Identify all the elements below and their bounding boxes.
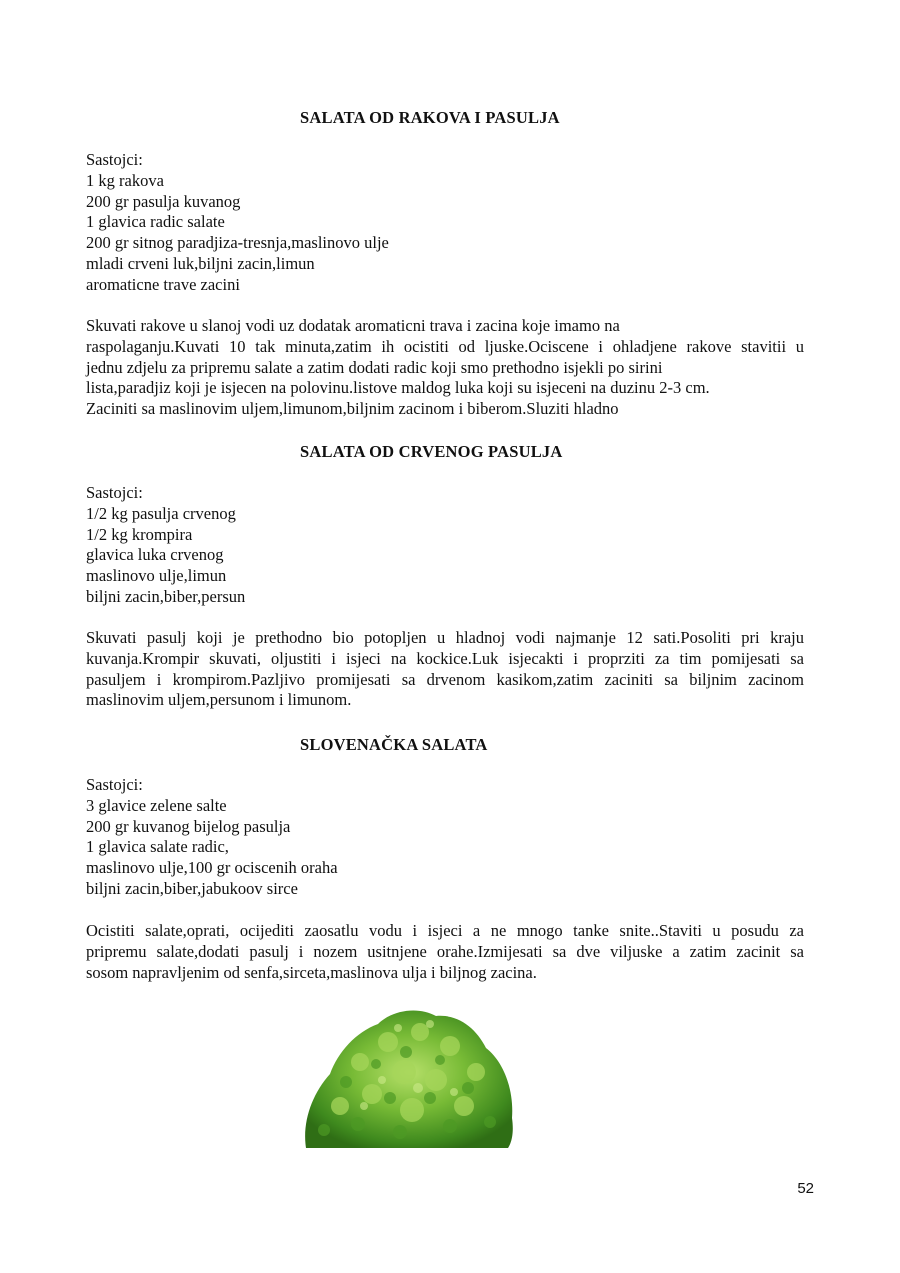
ingredient-item: glavica luka crvenog (86, 545, 224, 565)
ingredient-item: 1/2 kg krompira (86, 524, 193, 544)
page-number: 52 (797, 1180, 814, 1197)
lettuce-image (300, 1002, 518, 1152)
instruction-line: jednu zdjelu za pripremu salate a zatim dodati radic koji smo prethodno isjekli po sirini (86, 357, 663, 377)
instruction-line: Ocistiti salate,oprati, ocijediti zaosatlu vodu i isjeci a ne mnogo tanke snite..Staviti u posudu za (86, 921, 804, 940)
instructions-paragraph (86, 921, 804, 983)
instruction-line: pasuljem i krompirom.Pazljivo promijesati sa drvenom kasikom,zatim zaciniti sa biljnim zacinom (86, 669, 804, 689)
ingredient-item: 1 glavica salate radic, (86, 837, 229, 857)
instruction-line: pripremu salate,dodati pasulj i nozem usitnjene orahe.Izmijesati sa dve viljuske a zatim zacinit sa (86, 941, 804, 961)
ingredient-item: aromaticne trave zacini (86, 274, 240, 294)
instruction-line: kuvanja.Krompir skuvati, oljustiti i isjeci na kockice.Luk isjecakti i proprziti za tim pomijesati sa (86, 648, 804, 668)
ingredients-list (86, 150, 389, 296)
instruction-line: Skuvati rakove u slanoj vodi uz dodatak aromaticni trava i zacina koje imamo na (86, 316, 620, 335)
recipe-title: SALATA OD RAKOVA I PASULJA (300, 108, 560, 127)
ingredient-item: 200 gr pasulja kuvanog (86, 191, 241, 211)
instruction-line: raspolaganju.Kuvati 10 tak minuta,zatim ih ocistiti od ljuske.Ociscene i ohladjene rakove stavitii u (86, 336, 804, 356)
ingredient-item: maslinovo ulje,limun (86, 566, 227, 586)
instructions-paragraph (86, 628, 804, 711)
ingredients-label: Sastojci: (86, 483, 143, 502)
ingredient-item: biljni zacin,biber,jabukoov sirce (86, 878, 298, 898)
ingredients-list (86, 483, 245, 608)
ingredient-item: 1 glavica radic salate (86, 212, 225, 232)
ingredient-item: 200 gr kuvanog bijelog pasulja (86, 816, 291, 836)
ingredients-list (86, 775, 338, 900)
ingredient-item: 3 glavice zelene salte (86, 795, 227, 815)
ingredients-label: Sastojci: (86, 150, 143, 169)
ingredient-item: 1/2 kg pasulja crvenog (86, 503, 236, 523)
instruction-line: Skuvati pasulj koji je prethodno bio potopljen u hladnoj vodi najmanje 12 sati.Posoliti pri kraju (86, 628, 804, 647)
ingredient-item: biljni zacin,biber,persun (86, 586, 246, 606)
ingredient-item: 200 gr sitnog paradjiza-tresnja,maslinovo ulje (86, 233, 389, 253)
recipe-title: SALATA OD CRVENOG PASULJA (300, 442, 563, 461)
ingredient-item: 1 kg rakova (86, 170, 164, 190)
ingredient-item: mladi crveni luk,biljni zacin,limun (86, 253, 315, 273)
instruction-line: sosom napravljenim od senfa,sirceta,maslinova ulja i biljnog zacina. (86, 962, 537, 982)
instruction-line: lista,paradjiz koji je isjecen na polovinu.listove maldog luka koji su isjeceni na duzinu 2-3 cm. (86, 378, 710, 398)
instructions-paragraph (86, 316, 804, 420)
instruction-line: maslinovim uljem,persunom i limunom. (86, 690, 352, 710)
recipe-title: SLOVENAČKA SALATA (300, 735, 488, 754)
ingredient-item: maslinovo ulje,100 gr ociscenih oraha (86, 858, 338, 878)
ingredients-label: Sastojci: (86, 775, 143, 794)
instruction-line: Zaciniti sa maslinovim uljem,limunom,biljnim zacinom i biberom.Sluziti hladno (86, 399, 619, 419)
